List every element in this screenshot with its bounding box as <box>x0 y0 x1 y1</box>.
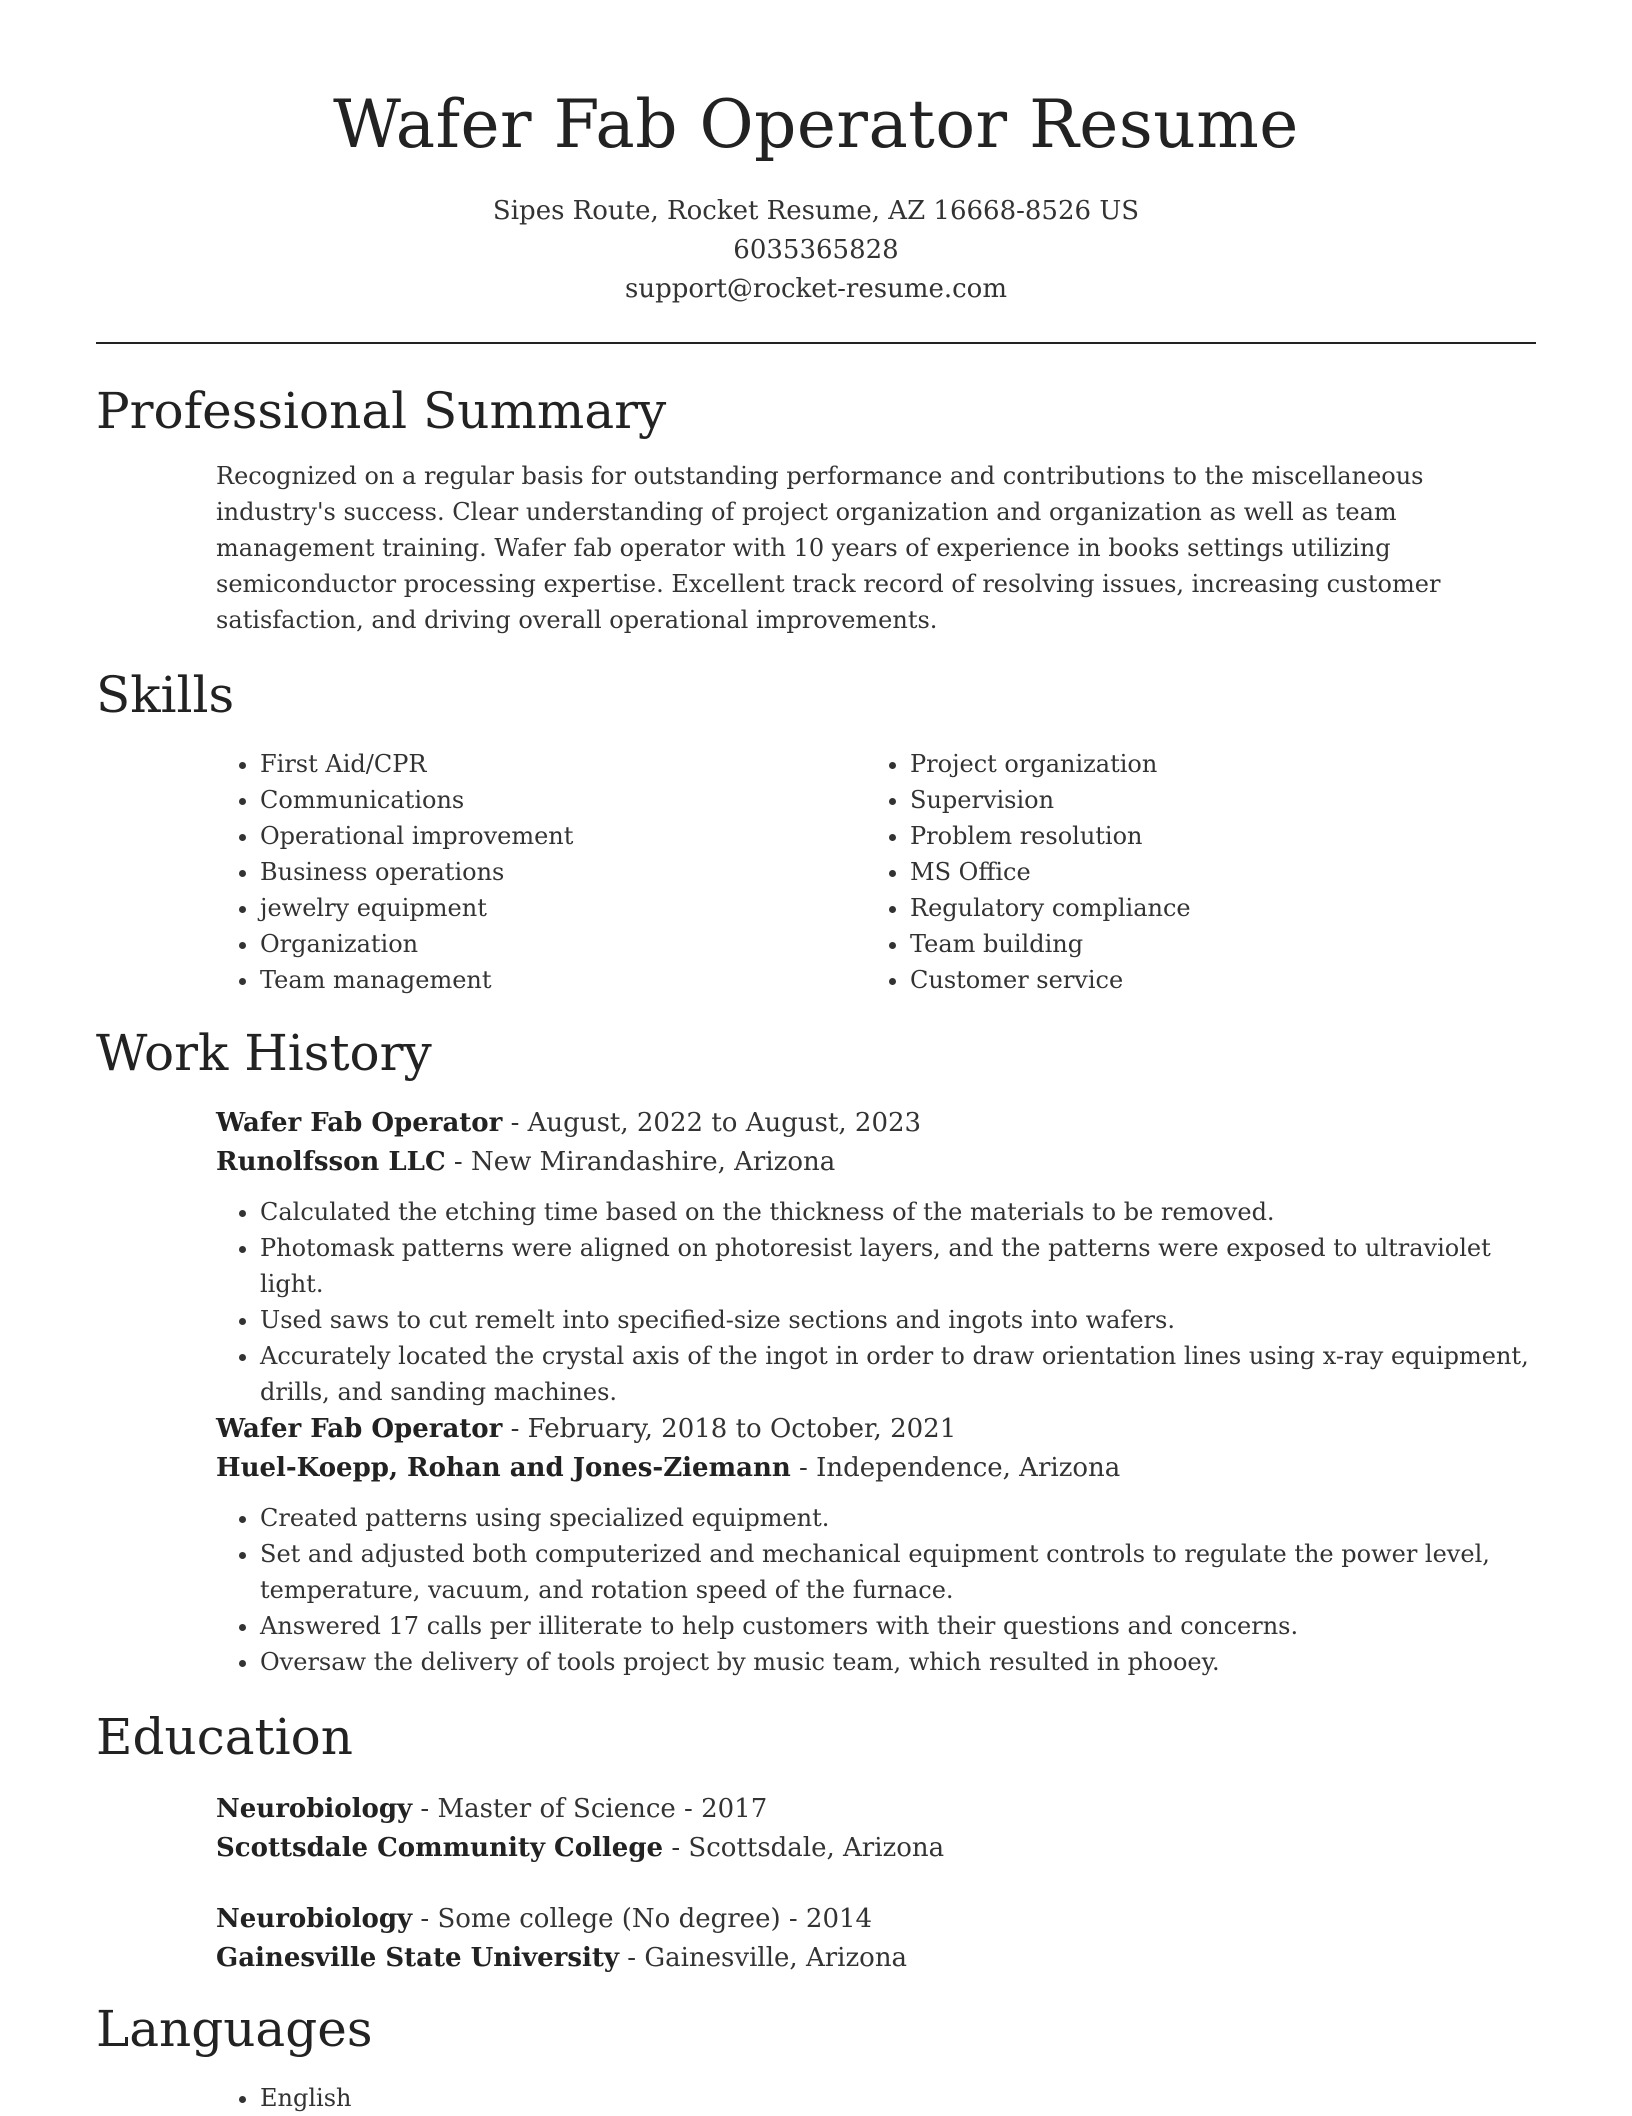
job-duty-item: • Accurately located the crystal axis of the ingot in order to draw orientation lines using x-ray equipment, drills, and sanding machines. <box>260 1338 1536 1410</box>
language-item: • English <box>260 2080 1536 2116</box>
skill-item: • Operational improvement <box>260 818 856 854</box>
job-title: Wafer Fab Operator <box>216 1108 503 1138</box>
summary-heading: Professional Summary <box>96 382 667 440</box>
languages-heading: Languages <box>96 2000 373 2058</box>
job-duties <box>216 1500 1536 1680</box>
education-degree: - Some college (No degree) - 2014 <box>412 1904 873 1934</box>
job-duty-item: • Calculated the etching time based on the thickness of the materials to be removed. <box>260 1194 1536 1230</box>
contact-phone: 6035365828 <box>733 235 899 265</box>
education-location: - Gainesville, Arizona <box>619 1943 908 1973</box>
skill-item: • Supervision <box>910 782 1506 818</box>
skill-item: • jewelry equipment <box>260 890 856 926</box>
skill-item: • Problem resolution <box>910 818 1506 854</box>
skill-item: • MS Office <box>910 854 1506 890</box>
job-title-line <box>216 1104 1536 1143</box>
job-location: - Independence, Arizona <box>790 1453 1121 1483</box>
job-location: - New Mirandashire, Arizona <box>445 1147 836 1177</box>
header-divider <box>96 342 1536 344</box>
skill-item: • Business operations <box>260 854 856 890</box>
languages-section <box>216 2080 1536 2116</box>
job-entry <box>216 1104 1536 1410</box>
education-location: - Scottsdale, Arizona <box>663 1833 945 1863</box>
job-company-line <box>216 1143 1536 1182</box>
job-duty-item: • Set and adjusted both computerized and mechanical equipment controls to regulate the power level, temperature, vacuum, and rotation speed of the furnace. <box>260 1536 1536 1608</box>
education-school-line <box>216 1939 1536 1978</box>
job-duties <box>216 1194 1536 1410</box>
job-dates: - August, 2022 to August, 2023 <box>502 1108 922 1138</box>
skill-item: • Communications <box>260 782 856 818</box>
resume-title: Wafer Fab Operator Resume <box>333 86 1299 163</box>
skill-item: • Team building <box>910 926 1506 962</box>
contact-address: Sipes Route, Rocket Resume, AZ 16668-8526 US <box>492 196 1140 226</box>
job-duty-item: • Used saws to cut remelt into specified-size sections and ingots into wafers. <box>260 1302 1536 1338</box>
education-entry <box>216 1900 1536 1978</box>
job-company: Huel-Koepp, Rohan and Jones-Ziemann <box>216 1453 791 1483</box>
education-degree-line <box>216 1900 1536 1939</box>
work-history-heading: Work History <box>96 1024 432 1082</box>
contact-email: support@rocket-resume.com <box>624 274 1007 304</box>
skills-heading: Skills <box>96 666 235 724</box>
skills-column-right <box>866 746 1506 998</box>
education-school: Scottsdale Community College <box>216 1833 664 1863</box>
job-duty-item: • Created patterns using specialized equipment. <box>260 1500 1536 1536</box>
skills-column-left <box>216 746 856 998</box>
education-school: Gainesville State University <box>216 1943 620 1973</box>
education-heading: Education <box>96 1708 353 1766</box>
job-duty-item: • Photomask patterns were aligned on photoresist layers, and the patterns were exposed to ultraviolet light. <box>260 1230 1536 1302</box>
job-duty-item: • Answered 17 calls per illiterate to help customers with their questions and concerns. <box>260 1608 1536 1644</box>
education-degree: - Master of Science - 2017 <box>412 1794 768 1824</box>
summary-section <box>216 458 1536 638</box>
job-dates: - February, 2018 to October, 2021 <box>502 1414 957 1444</box>
job-title-line <box>216 1410 1536 1449</box>
job-duty-item: • Oversaw the delivery of tools project by music team, which resulted in phooey. <box>260 1644 1536 1680</box>
contact-block <box>96 192 1536 309</box>
skill-item: • Regulatory compliance <box>910 890 1506 926</box>
job-company: Runolfsson LLC <box>216 1147 446 1177</box>
summary-text: Recognized on a regular basis for outstanding performance and contributions to the miscellaneous industry's success. Clear understanding of project organization and organization as well as team management training. Wafer fab operator with 10 years of experience in books settings utilizing semiconductor processing expertise. Excellent track record of resolving issues, increasing customer satisfaction, and driving overall operational improvements. <box>216 462 1441 634</box>
education-field: Neurobiology <box>216 1904 413 1934</box>
skill-item: • Team management <box>260 962 856 998</box>
job-company-line <box>216 1449 1536 1488</box>
skill-item: • First Aid/CPR <box>260 746 856 782</box>
job-title: Wafer Fab Operator <box>216 1414 503 1444</box>
job-entry <box>216 1410 1536 1680</box>
education-degree-line <box>216 1790 1536 1829</box>
education-entry <box>216 1790 1536 1868</box>
education-school-line <box>216 1829 1536 1868</box>
skill-item: • Organization <box>260 926 856 962</box>
skill-item: • Customer service <box>910 962 1506 998</box>
skill-item: • Project organization <box>910 746 1506 782</box>
education-field: Neurobiology <box>216 1794 413 1824</box>
